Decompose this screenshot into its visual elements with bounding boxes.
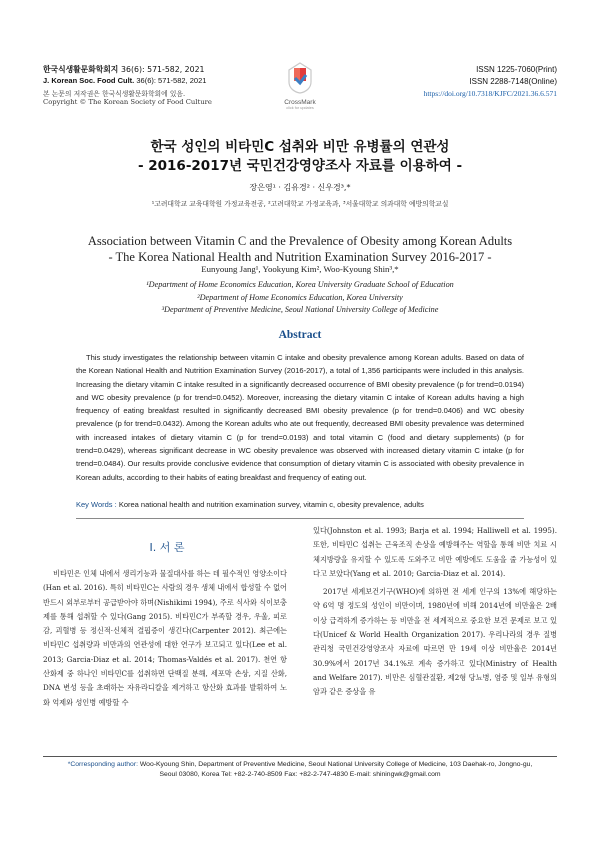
journal-volume-ko: 36(6): 571-582, 2021 bbox=[121, 65, 205, 74]
doi-link[interactable]: https://doi.org/10.7318/KJFC/2021.36.6.571 bbox=[423, 89, 557, 98]
crossmark-icon bbox=[286, 62, 314, 94]
footnote-line1: Woo-Kyoung Shin, Department of Preventive Medicine, Seoul National University College of Medicine, 103 Daehak-ro, Jongno-gu, bbox=[139, 761, 533, 768]
title-ko-line2: - 2016-2017년 국민건강영양조사 자료를 이용하여 - bbox=[137, 158, 463, 174]
corresponding-author-footnote bbox=[43, 760, 557, 780]
journal-volume-en: 36(6): 571-582, 2021 bbox=[136, 76, 207, 85]
section-heading-introduction: Ⅰ. 서 론 bbox=[149, 541, 185, 554]
journal-title-english bbox=[43, 76, 206, 85]
footnote-label: *Corresponding author: bbox=[67, 761, 138, 768]
copyright-line: Copyright © The Korean Society of Food Culture bbox=[43, 98, 212, 106]
journal-name-ko: 한국식생활문화학회지 bbox=[43, 65, 119, 74]
affiliations-korean: ¹고려대학교 교육대학원 가정교육전공, ²고려대학교 가정교육과, ³서울대학교 의과대학 예방의학교실 bbox=[151, 200, 449, 208]
body-column-right bbox=[313, 524, 557, 704]
affiliations-english bbox=[0, 279, 600, 317]
authors-korean: 장은영¹ · 김유경² · 신우경³,* bbox=[249, 183, 351, 192]
affiliation-2: ²Department of Home Economics Education, Korea University bbox=[197, 292, 403, 302]
crossmark-sublabel: click for updates bbox=[286, 106, 314, 110]
paper-title-english bbox=[0, 233, 600, 265]
journal-name-en: J. Korean Soc. Food Cult. bbox=[43, 76, 135, 85]
keywords bbox=[76, 500, 524, 509]
issn-online: ISSN 2288-7148(Online) bbox=[469, 77, 557, 86]
keywords-label: Key Words : bbox=[76, 500, 117, 509]
paragraph: 2017년 세계보건기구(WHO)에 의하면 전 세계 인구의 13%에 해당하는 약 6억 명 정도의 성인이 비만이며, 1980년에 비해 2014년에 비만율은 2배 이상 급격하게 증가하는 등 비만을 전 세계적으로 중요한 보건 문제로 보고 있다(Unicef & World Health Organization 2017). 우리나라의 경우 질병관리청 국민건강영양조사 자료에 따르면 만 19세 이상 비만율은 2014년 30.9%에서 2017년 34.1%로 계속 증가하고 있다(Ministry of Health and Welfare 2017). 비만은 심혈관질환, 제2형 당뇨병, 염증 및 일부 유형의 암과 같은 증상을 유 bbox=[313, 587, 557, 697]
crossmark-badge[interactable] bbox=[278, 62, 322, 110]
affiliation-3: ³Department of Preventive Medicine, Seoul National University College of Medicine bbox=[161, 305, 439, 314]
crossmark-label: CrossMark bbox=[284, 99, 316, 106]
issn-block bbox=[424, 64, 557, 100]
affiliation-1: ¹Department of Home Economics Education, Korea University Graduate School of Education bbox=[146, 280, 454, 289]
footnote-divider bbox=[43, 756, 557, 757]
issn-print: ISSN 1225-7060(Print) bbox=[476, 65, 557, 74]
journal-title-korean bbox=[43, 64, 205, 75]
paragraph: 있다(Johnston et al. 1993; Barja et al. 1994; Halliwell et al. 1995). 또한, 비타민C 섭취는 근육조직 손상을 예방해주는 역할을 통해 비만 치료 시 체지방량을 유지할 수 있도록 도와주고 비만 예방에도 도움을 줄 가능성이 있다고 보았다(Yang et al. 2010; Garcia-Diaz et al. 2014). bbox=[313, 526, 557, 578]
copyright-note-ko: 본 논문의 저작권은 한국식생활문화학회에 있음. bbox=[43, 90, 186, 98]
keywords-list: Korea national health and nutrition examination survey, vitamin c, obesity prevalence, adults bbox=[118, 500, 424, 509]
abstract-text: This study investigates the relationship between vitamin C intake and obesity prevalence among Korean adults. Based on data of the Korean National Health and Nutrition Examination Survey (2016-2017), a total of 1,356 participants were included in this analysis. Increasing the dietary vitamin C intake resulted in a significantly decreased occurrence of BMI obesity prevalence (p for trend=0.0194) and WC obesity prevalence (p for trend=0.0452). Moreover, increasing the dietary vitamin C intake of Korean adults having a high frequency of eating breakfast resulted in significantly decreased BMI obesity prevalence (p for trend=0.0406) and WC obesity prevalence (p for trend=0.0432). Among the Korean adults who ate out frequently, decreased BMI obesity prevalence was determined with increased intakes of dietary vitamin C (p for trend=0.0193) and total vitamin C (food and dietary supplements) (p for trend=0.0429), whereas significant decrease in WC obesity prevalence was observed with increased dietary vitamin C intake (p for trend=0.0484). Our results provide conclusive evidence that consumption of dietary vitamin C is associated with obesity prevalence in Korean adults, according to their habits of eating breakfast and frequency of eating out. bbox=[76, 353, 524, 482]
footnote-line2: Seoul 03080, Korea Tel: +82-2-740-8509 Fax: +82-2-747-4830 E-mail: shiningwk@gmail.com bbox=[159, 771, 441, 778]
authors-english: Eunyoung Jang¹, Yookyung Kim², Woo-Kyoung Shin³,* bbox=[201, 264, 399, 274]
body-column-left bbox=[43, 567, 287, 714]
title-en-line1: Association between Vitamin C and the Prevalence of Obesity among Korean Adults bbox=[87, 234, 513, 248]
paragraph: 비타민은 인체 내에서 생리기능과 물질대사를 하는 데 필수적인 영양소이다(Han et al. 2016). 특히 비타민C는 사람의 경우 생체 내에서 합성할 수 없어 반드시 외부로부터 공급받아야 하며(Nishikimi 1994), 주로 식사와 식이보충제를 통해 섭취할 수 있다(Gang 2015). 비타민C가 부족할 경우, 우울, 피로감, 괴혈병 등 정신적·신체적 결핍증이 생긴다(Carpenter 2012). 최근에는 비타민C 섭취량과 비만과의 연관성에 대한 연구가 보고되고 있다(Lee et al. 2013; Garcia-Diaz et al. 2014; Thomas-Valdés et al. 2017). 천연 항산화제 중 하나인 비타민C를 섭취하면 단백질 분해, 세포막 손상, 지질 산화, DNA 변성 등을 초래하는 자유라디칼을 제거하고 항산화 효과를 발휘하여 노화 억제와 성인병 예방할 수 bbox=[43, 569, 287, 707]
abstract-heading: Abstract bbox=[278, 329, 322, 341]
abstract-divider bbox=[76, 518, 524, 519]
title-en-line2: - The Korea National Health and Nutrition Examination Survey 2016-2017 - bbox=[108, 250, 492, 264]
title-ko-line1: 한국 성인의 비타민C 섭취와 비만 유병률의 연관성 bbox=[150, 139, 450, 155]
paper-title-korean bbox=[0, 138, 600, 176]
